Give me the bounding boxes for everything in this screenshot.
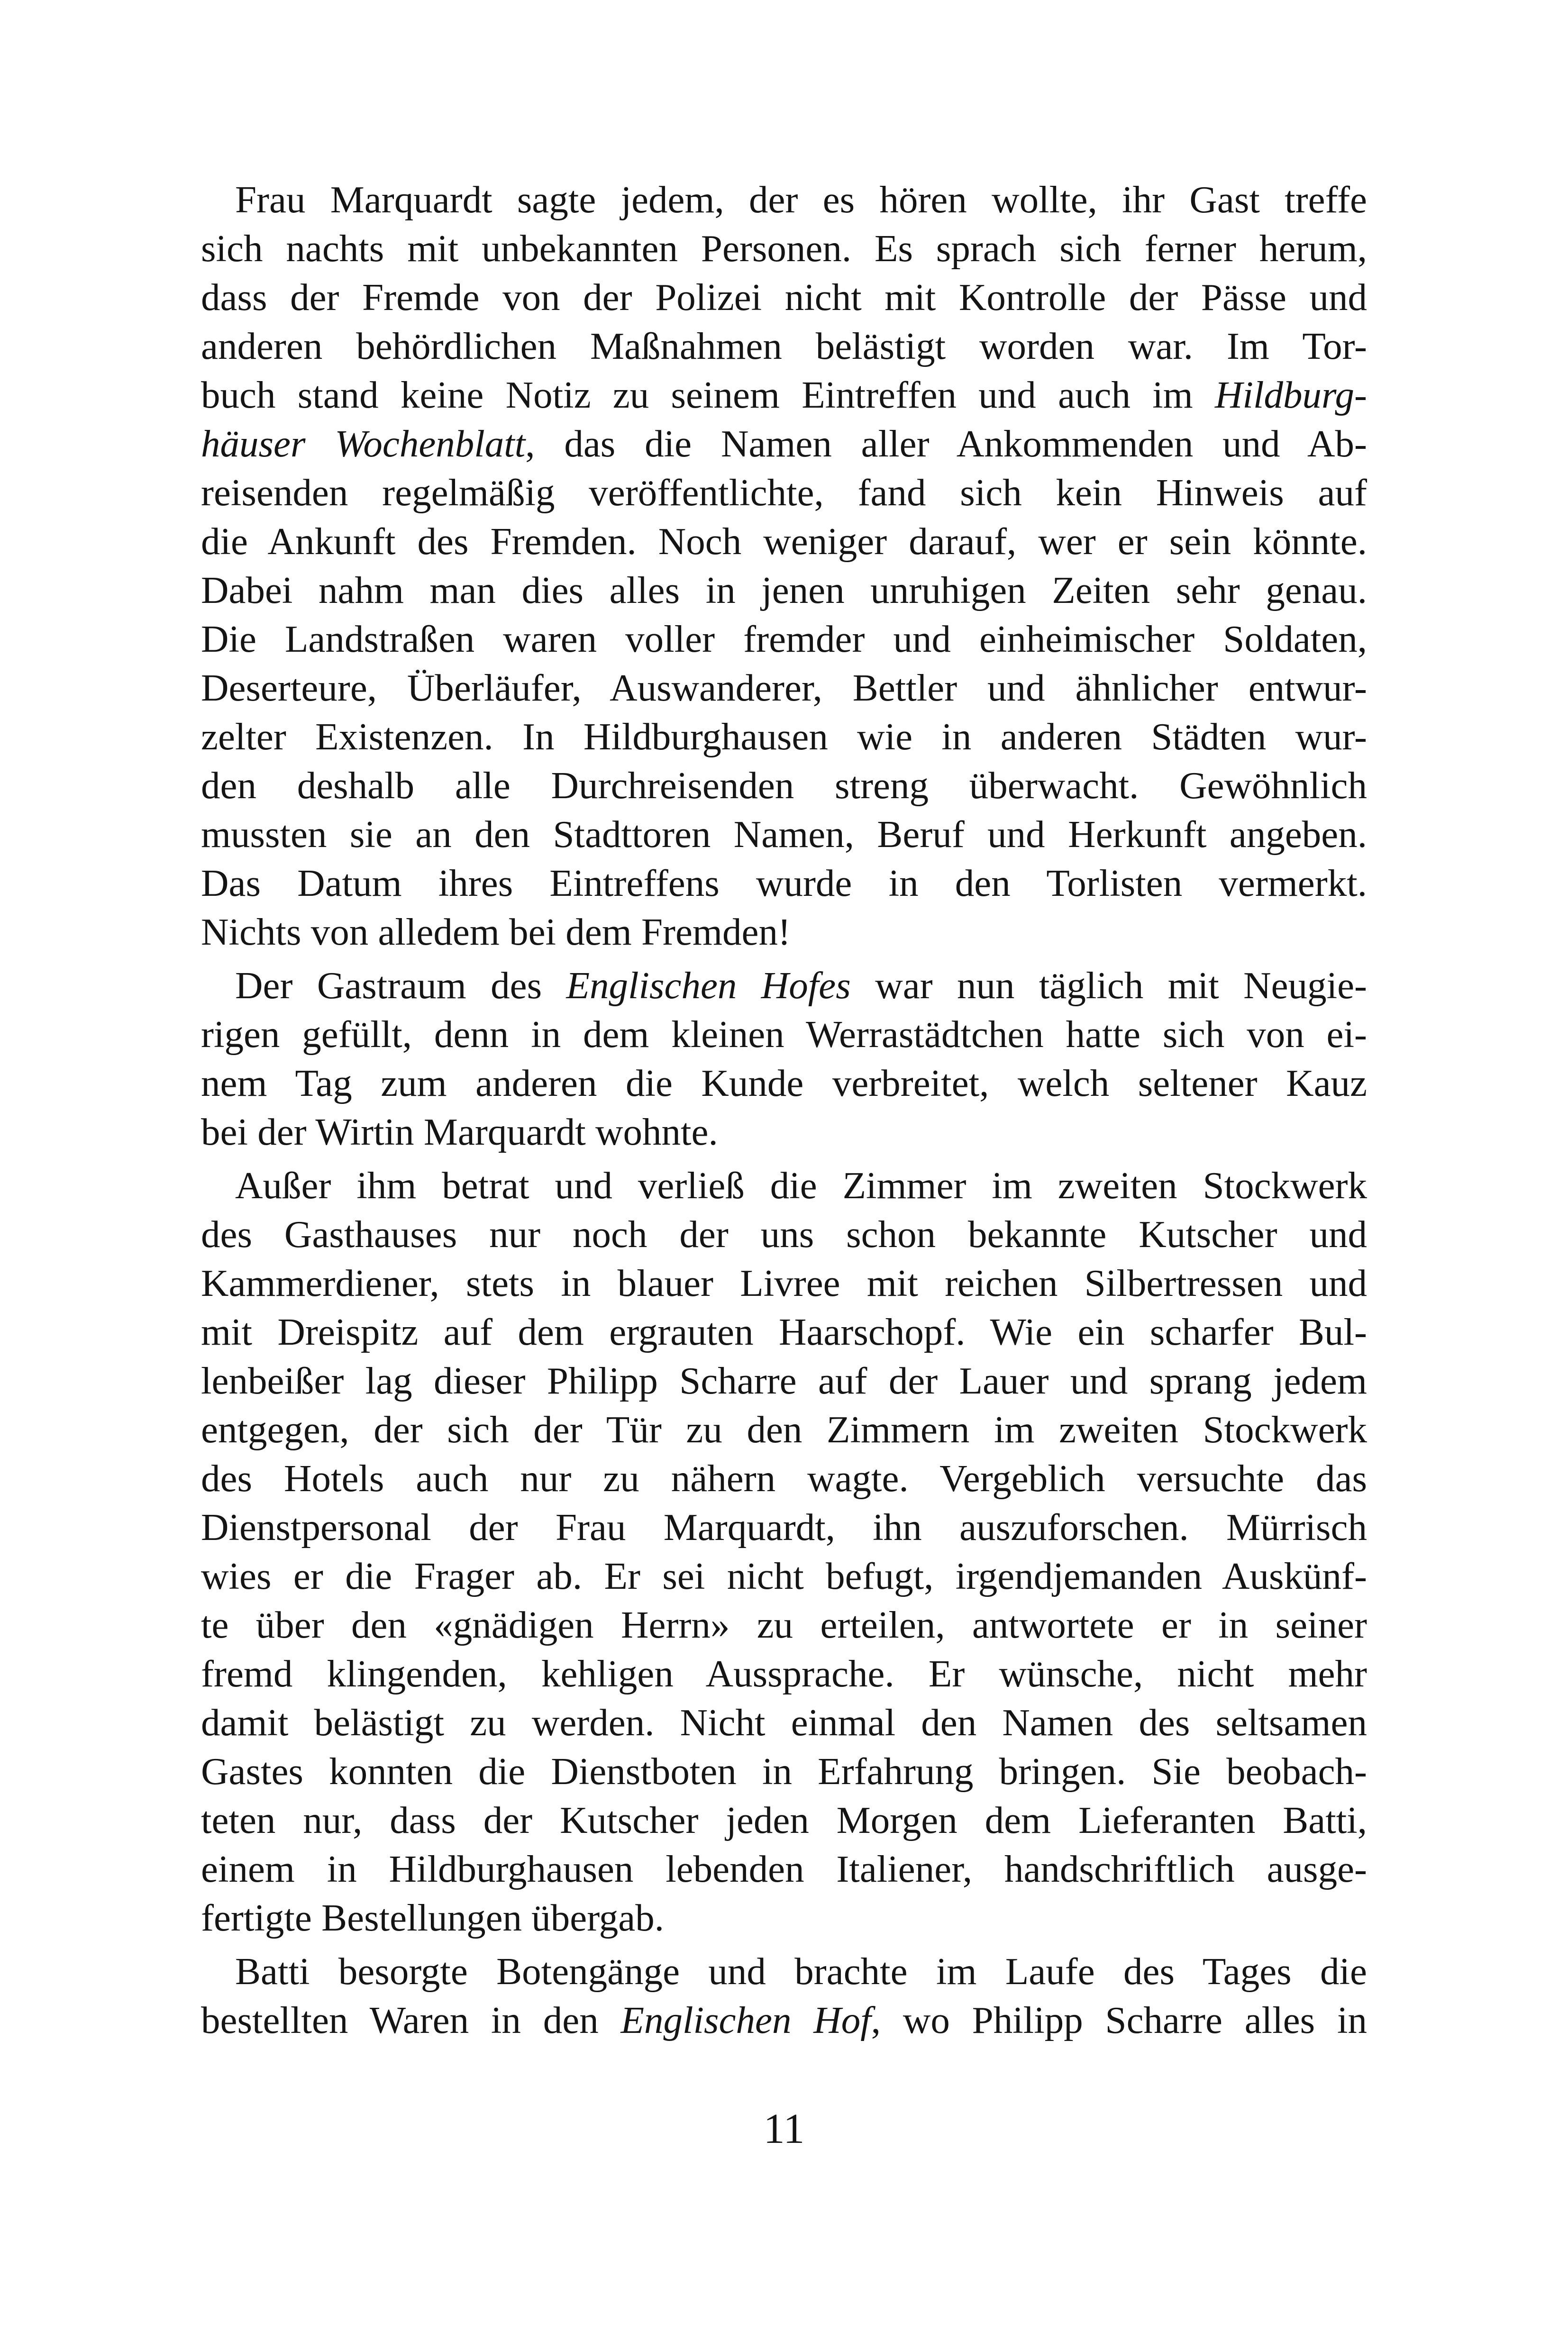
text-line: anderen behördlichen Maßnahmen belästigt worden war. Im Tor-: [201, 325, 1367, 367]
text-run: war nun täglich mit Neugie-: [850, 964, 1367, 1007]
text-run: bestellten Waren in den: [201, 1999, 621, 2041]
text-run: , wo Philipp Scharre alles in: [871, 1999, 1367, 2041]
text-line: Deserteure, Überläufer, Auswanderer, Bettler und ähnlicher entwur-: [201, 666, 1367, 709]
paragraph: [201, 961, 1367, 1157]
paragraph-gap: [201, 1942, 1367, 1947]
text-run: buch stand keine Notiz zu seinem Eintreffen und auch im: [201, 373, 1215, 416]
text-line: [201, 1996, 1367, 2045]
text-line: bei der Wirtin Marquardt wohnte.: [201, 1111, 718, 1153]
italic-run: Hildburg-: [1215, 373, 1367, 416]
text-line: wies er die Frager ab. Er sei nicht befugt, irgendjemanden Auskünf-: [201, 1555, 1367, 1597]
text-line: [201, 961, 1367, 1010]
text-line: mussten sie an den Stadttoren Namen, Beruf und Herkunft angeben.: [201, 813, 1367, 856]
paragraph-gap: [201, 956, 1367, 961]
paragraph: [201, 175, 1367, 956]
paragraph: [201, 1161, 1367, 1942]
text-line: rigen gefüllt, denn in dem kleinen Werrastädtchen hatte sich von ei-: [201, 1013, 1367, 1056]
text-line: Batti besorgte Botengänge und brachte im Laufe des Tages die: [235, 1950, 1367, 1993]
text-line: lenbeißer lag dieser Philipp Scharre auf der Lauer und sprang jedem: [201, 1359, 1367, 1402]
text-line: Kammerdiener, stets in blauer Livree mit reichen Silbertressen und: [201, 1262, 1367, 1304]
text-line: Frau Marquardt sagte jedem, der es hören wollte, ihr Gast treffe: [235, 178, 1367, 221]
text-line: den deshalb alle Durchreisenden streng überwacht. Gewöhnlich: [201, 764, 1367, 807]
text-run: Der Gastraum des: [235, 964, 566, 1007]
paragraph: [201, 1947, 1367, 2045]
page-number: 11: [763, 2105, 805, 2152]
text-line: te über den «gnädigen Herrn» zu erteilen, antwortete er in seiner: [201, 1603, 1367, 1646]
italic-run: Englischen Hofes: [566, 964, 851, 1007]
text-line: Dienstpersonal der Frau Marquardt, ihn auszuforschen. Mürrisch: [201, 1506, 1367, 1548]
text-line: Die Landstraßen waren voller fremder und einheimischer Soldaten,: [201, 618, 1367, 660]
text-line: Das Datum ihres Eintreffens wurde in den Torlisten vermerkt.: [201, 862, 1367, 904]
text-line: [201, 371, 1367, 419]
text-line: teten nur, dass der Kutscher jeden Morgen dem Lieferanten Batti,: [201, 1799, 1367, 1841]
text-line: fremd klingenden, kehligen Aussprache. Er wünsche, nicht mehr: [201, 1652, 1367, 1695]
text-line: reisenden regelmäßig veröffentlichte, fand sich kein Hinweis auf: [201, 471, 1367, 514]
text-line: Dabei nahm man dies alles in jenen unruhigen Zeiten sehr genau.: [201, 569, 1367, 611]
text-line: damit belästigt zu werden. Nicht einmal den Namen des seltsamen: [201, 1701, 1367, 1744]
text-line: zelter Existenzen. In Hildburghausen wie in anderen Städten wur-: [201, 715, 1367, 758]
text-line: die Ankunft des Fremden. Noch weniger darauf, wer er sein könnte.: [201, 520, 1367, 563]
paragraph-gap: [201, 1157, 1367, 1161]
text-line: nem Tag zum anderen die Kunde verbreitet, welch seltener Kauz: [201, 1062, 1367, 1104]
text-line: einem in Hildburghausen lebenden Italiener, handschriftlich ausge-: [201, 1848, 1367, 1890]
text-line: sich nachts mit unbekannten Personen. Es sprach sich ferner herum,: [201, 227, 1367, 270]
text-line: des Hotels auch nur zu nähern wagte. Vergeblich versuchte das: [201, 1457, 1367, 1500]
text-line: mit Dreispitz auf dem ergrauten Haarschopf. Wie ein scharfer Bul-: [201, 1311, 1367, 1353]
text-run: , das die Namen aller Ankommenden und Ab-: [525, 422, 1367, 465]
text-line: dass der Fremde von der Polizei nicht mit Kontrolle der Pässe und: [201, 276, 1367, 319]
text-line: Nichts von alledem bei dem Fremden!: [201, 911, 791, 953]
text-line: Gastes konnten die Dienstboten in Erfahrung bringen. Sie beobach-: [201, 1750, 1367, 1793]
body-text: [201, 175, 1367, 2045]
italic-run: häuser Wochenblatt: [201, 422, 526, 465]
text-line: fertigte Bestellungen übergab.: [201, 1896, 664, 1939]
text-line: Außer ihm betrat und verließ die Zimmer im zweiten Stockwerk: [235, 1164, 1367, 1207]
text-line: des Gasthauses nur noch der uns schon bekannte Kutscher und: [201, 1213, 1367, 1256]
text-line: entgegen, der sich der Tür zu den Zimmern im zweiten Stockwerk: [201, 1408, 1367, 1451]
italic-run: Englischen Hof: [620, 1999, 871, 2041]
text-line: [201, 419, 1367, 468]
